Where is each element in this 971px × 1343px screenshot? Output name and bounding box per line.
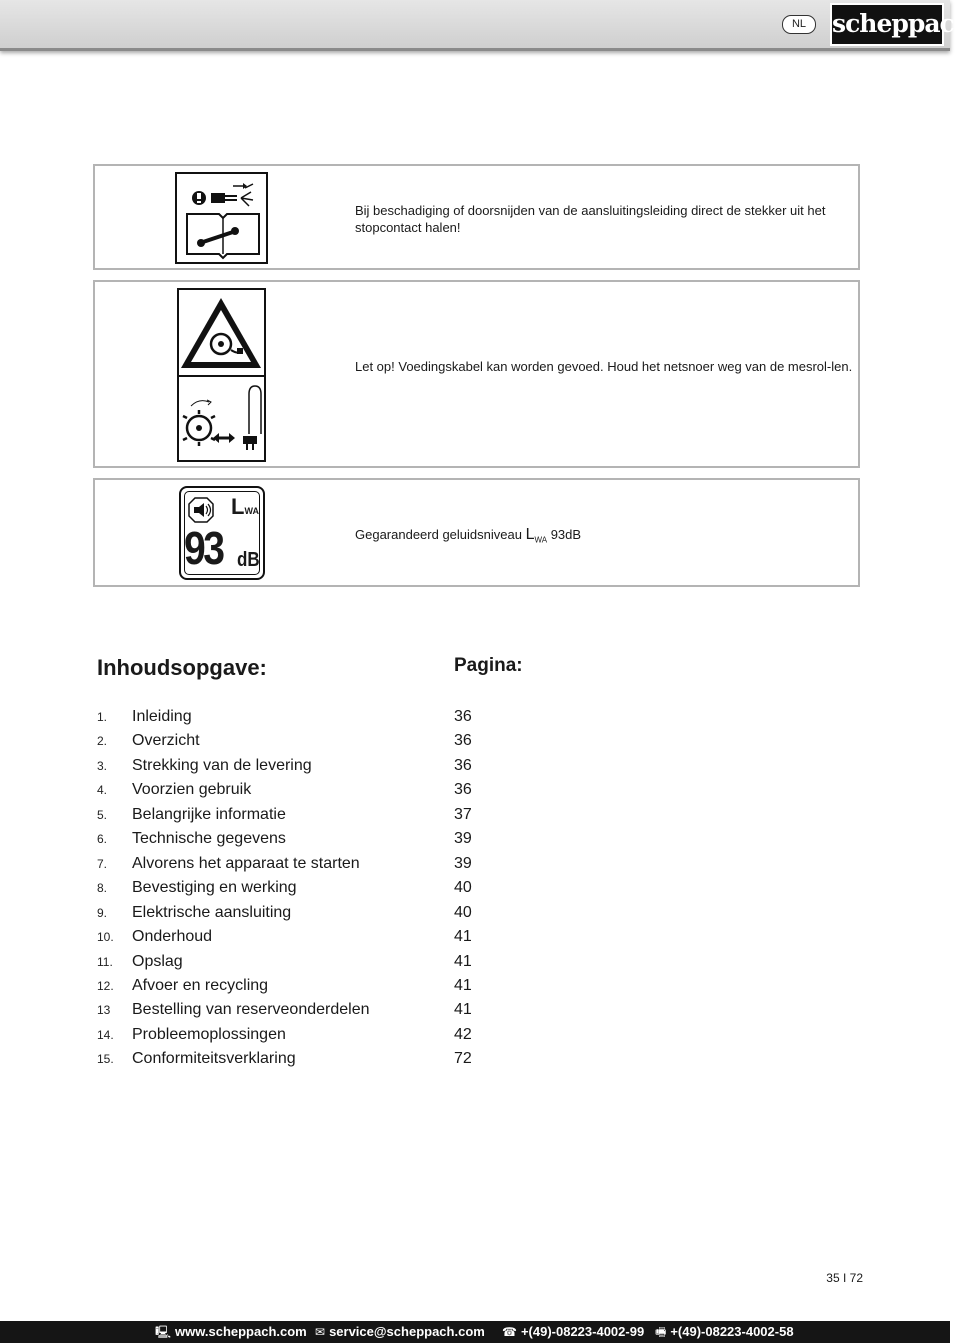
toc-page: 41: [454, 952, 472, 970]
toc-page: 42: [454, 1025, 472, 1043]
toc-page: 36: [454, 708, 472, 725]
toc-title: Opslag: [132, 952, 183, 970]
sound-text-suffix: 93dB: [547, 527, 582, 542]
toc-page: 72: [454, 1050, 472, 1068]
toc-page: 37: [454, 805, 472, 823]
toc-row: [97, 830, 517, 852]
toc-title: Inleiding: [132, 708, 192, 725]
footer-bar: [0, 1321, 950, 1343]
toc-title: Bevestiging en werking: [132, 879, 297, 897]
toc-page: 36: [454, 756, 472, 774]
sign-unit: dB: [237, 549, 260, 571]
toc-title: Technische gegevens: [132, 830, 286, 848]
toc-title: Probleemoplossingen: [132, 1025, 286, 1043]
envelope-icon: ✉: [315, 1325, 326, 1339]
toc-page-heading: Pagina:: [454, 655, 523, 676]
toc-title: Overzicht: [132, 732, 200, 750]
warning-box-sound: [93, 478, 860, 587]
footer-fax: +(49)-08223-4002-58: [670, 1324, 794, 1339]
toc-number: 7.: [97, 856, 108, 871]
sign-lwa-letter: L: [231, 494, 245, 519]
toc-number: 3.: [97, 758, 108, 773]
toc-number: 14.: [97, 1027, 114, 1042]
toc-page: 36: [454, 732, 472, 750]
toc-number: 11.: [97, 954, 113, 969]
toc-row: [97, 806, 517, 828]
toc-row: [97, 879, 517, 901]
warning-box-cable: [93, 280, 860, 468]
warning-text-sound: [355, 526, 855, 549]
toc-number: 1.: [97, 710, 108, 724]
toc-title: Elektrische aansluiting: [132, 903, 292, 921]
toc-row: [97, 904, 517, 926]
blade-cable-warning-icon: [177, 288, 266, 462]
phone-icon: ☎: [502, 1325, 517, 1339]
footer-phone: +(49)-08223-4002-99: [520, 1324, 645, 1339]
toc-number: 9.: [97, 905, 108, 920]
toc-row: [97, 1050, 517, 1072]
warning-text-cable: Let op! Voedingskabel kan worden gevoed. Houd het netsnoer weg van de mesrol-len.: [355, 359, 853, 374]
toc-title: Strekking van de levering: [132, 756, 312, 774]
sound-text-prefix: Gegarandeerd geluidsniveau: [355, 527, 526, 542]
toc-title: Voorzien gebruik: [132, 781, 252, 799]
toc-title: Conformiteitsverklaring: [132, 1050, 296, 1068]
toc-number: 5.: [97, 807, 108, 822]
toc-title: Alvorens het apparaat te starten: [132, 854, 360, 872]
toc-number: 4.: [97, 783, 108, 798]
read-manual-unplug-icon: [175, 172, 268, 264]
toc-page: 39: [454, 854, 472, 872]
toc-page: 40: [454, 879, 472, 897]
toc-page: 36: [454, 781, 472, 799]
sound-level-sign: [179, 486, 265, 580]
language-badge: NL: [782, 15, 816, 34]
toc-page: 39: [454, 830, 472, 848]
toc-row: [97, 1026, 517, 1048]
toc-row: [97, 757, 517, 779]
toc-page: 41: [454, 976, 472, 994]
toc-number: 10.: [97, 930, 114, 945]
computer-icon: 🖳: [155, 1325, 172, 1339]
footer-email[interactable]: service@scheppach.com: [329, 1324, 485, 1339]
sign-lwa-subscript: WA: [244, 506, 259, 516]
fax-icon: 🖷: [655, 1325, 667, 1339]
toc-row: [97, 855, 517, 877]
toc-heading: Inhoudsopgave:: [97, 655, 267, 680]
toc-title: Afvoer en recycling: [132, 976, 269, 994]
toc-title: Onderhoud: [132, 928, 213, 946]
toc-row: [97, 928, 517, 950]
sign-value: 93: [184, 522, 223, 574]
toc-page: 41: [454, 928, 472, 946]
toc-number: 8.: [97, 881, 108, 896]
toc-number: 13: [97, 1003, 111, 1018]
header-bar: [0, 0, 971, 51]
toc-number: 12.: [97, 978, 114, 993]
toc-page: 40: [454, 903, 472, 921]
toc-number: 15.: [97, 1052, 114, 1067]
warning-box-unplug: [93, 164, 860, 270]
page-number: 35 I 72: [826, 1271, 863, 1285]
sound-symbol-l: L: [525, 526, 535, 543]
toc-row: [97, 977, 517, 999]
toc-title: Bestelling van reserveonderdelen: [132, 1001, 370, 1019]
warning-text-unplug: Bij beschadiging of doorsnijden van de aansluitingsleiding direct de stekker uit het stopcontact halen!: [355, 203, 826, 235]
toc-page: 41: [454, 1001, 472, 1019]
toc-row: [97, 708, 517, 730]
toc-row: [97, 732, 517, 754]
toc-row: [97, 781, 517, 803]
toc-number: 2.: [97, 734, 108, 749]
speaker-icon: [187, 496, 215, 524]
brand-logo: scheppach: [830, 3, 944, 46]
toc-title: Belangrijke informatie: [132, 805, 286, 823]
toc-row: [97, 953, 517, 975]
toc-number: 6.: [97, 832, 108, 847]
footer-website[interactable]: www.scheppach.com: [175, 1324, 307, 1339]
sound-symbol-sub: WA: [534, 535, 548, 545]
toc-row: [97, 1001, 517, 1023]
